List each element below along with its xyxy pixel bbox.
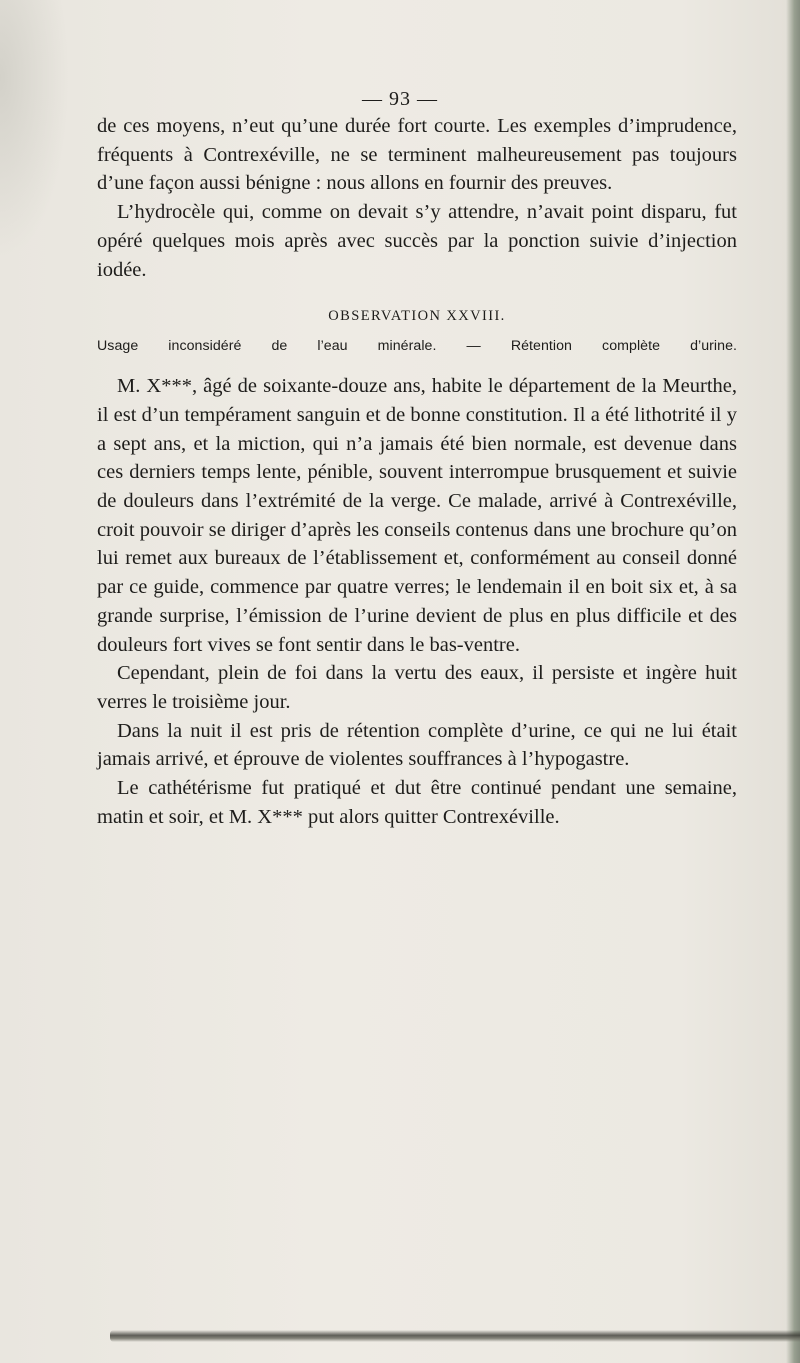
paragraph: Le cathétérisme fut pratiqué et dut être continué pendant une semaine, matin et soir, et M. X*** put alors quitter Contrexéville.: [97, 777, 737, 828]
observation-heading: OBSERVATION XXVIII.: [328, 308, 506, 325]
observation-subtitle: Usage inconsidéré de l’eau minérale. — Rétention complète d’urine.: [97, 338, 737, 355]
paragraph: de ces moyens, n’eut qu’une durée fort courte. Les exemples d’imprudence, fréquents à Contrexéville, ne se terminent malheureusement pas toujours d’une façon aussi bénigne : nous allons en fournir des preuves.: [97, 115, 737, 195]
page-body: [97, 112, 737, 831]
page-shadow: [0, 0, 70, 260]
paragraph: M. X***, âgé de soixante-douze ans, habite le département de la Meurthe, il est d’un tempérament sanguin et de bonne constitution. Il a été lithotrité il y a sept ans, et la miction, qui n’a jamais été bien normale, est devenue dans ces derniers temps lente, pénible, souvent interrompue brusquement et suivie de douleurs dans l’extrémité de la verge. Ce malade, arrivé à Contrexéville, croit pouvoir se diriger d’après les conseils contenus dans une brochure qu’on lui remet aux bureaux de l’établissement et, conformément au conseil donné par ce guide, commence par quatre verres; le lendemain il en boit six et, à sa grande surprise, l’émission de l’urine devient de plus en plus difficile et des douleurs fort vives se font sentir dans le bas-ventre.: [97, 375, 737, 656]
paragraph: L’hydrocèle qui, comme on devait s’y attendre, n’avait point disparu, fut opéré quelques mois après avec succès par la ponction suivie d’injection iodée.: [97, 201, 737, 281]
paragraph: Cependant, plein de foi dans la vertu des eaux, il persiste et ingère huit verres le troisième jour.: [97, 662, 737, 713]
page-edge-bottom: [110, 1330, 800, 1342]
paragraph: Dans la nuit il est pris de rétention complète d’urine, ce qui ne lui était jamais arrivé, et éprouve de violentes souffrances à l’hypogastre.: [97, 719, 737, 771]
page-edge-right: [786, 0, 800, 1363]
page-number: — 93 —: [362, 88, 438, 110]
